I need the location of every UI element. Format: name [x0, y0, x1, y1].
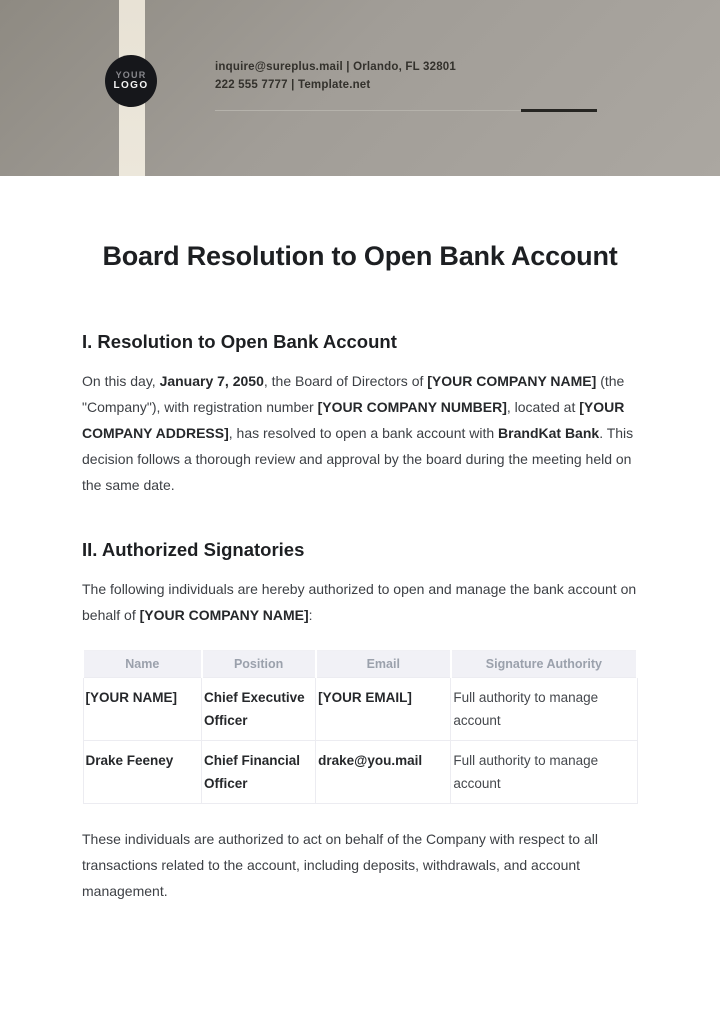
table-cell-position: Chief Executive Officer — [202, 678, 316, 741]
table-cell-email: [YOUR EMAIL] — [316, 678, 451, 741]
text-run: (the "Company"), with registration number — [82, 373, 625, 415]
text-run: , located at — [506, 399, 580, 415]
table-header-row — [83, 651, 637, 678]
letterhead-header — [0, 0, 720, 176]
text-run: The following individuals are hereby authorized to open and manage the bank account on behalf of — [82, 581, 637, 623]
text-run: , has resolved to open a bank account with — [228, 425, 499, 441]
bold-text-run: [YOUR COMPANY NAME] — [139, 607, 309, 623]
table-cell-name: [YOUR NAME] — [83, 678, 202, 741]
table-header-position: Position — [202, 651, 316, 678]
logo-text-your: YOUR — [115, 69, 147, 80]
closing-paragraph: These individuals are authorized to act on behalf of the Company with respect to all transactions related to the account, including deposits, withdrawals, and account management. — [82, 831, 598, 899]
header-divider-accent — [521, 109, 597, 112]
table-cell-position: Chief Financial Officer — [202, 741, 316, 804]
text-run: , the Board of Directors of — [263, 373, 428, 389]
table-header-email: Email — [316, 651, 451, 678]
contact-line-phone-website: 222 555 7777 | Template.net — [215, 79, 371, 91]
table-cell-signature-authority: Full authority to manage account — [451, 678, 637, 741]
section-1-heading: I. Resolution to Open Bank Account — [82, 331, 397, 352]
bold-text-run: [YOUR COMPANY NUMBER] — [317, 399, 507, 415]
bold-text-run: [YOUR COMPANY ADDRESS] — [82, 399, 625, 441]
contact-line-email-location: inquire@sureplus.mail | Orlando, FL 32801 — [215, 61, 456, 73]
section-1-paragraph — [82, 368, 638, 498]
document-body — [0, 176, 720, 904]
document-title: Board Resolution to Open Bank Account — [102, 241, 618, 271]
bold-text-run: January 7, 2050 — [159, 373, 264, 389]
bold-text-run: [YOUR COMPANY NAME] — [427, 373, 597, 389]
signatories-table — [82, 650, 638, 804]
contact-info — [215, 58, 456, 94]
table-cell-signature-authority: Full authority to manage account — [451, 741, 637, 804]
section-2-intro-paragraph — [82, 576, 638, 628]
text-run: : — [308, 607, 313, 623]
table-row — [83, 741, 637, 804]
text-run: On this day, — [82, 373, 160, 389]
company-logo — [105, 55, 157, 107]
signatories-table-body — [83, 678, 637, 804]
signatories-table-head — [83, 651, 637, 678]
table-header-signature-authority: Signature Authority — [451, 651, 637, 678]
section-2-heading: II. Authorized Signatories — [82, 539, 305, 560]
bold-text-run: BrandKat Bank — [498, 425, 600, 441]
table-row — [83, 678, 637, 741]
logo-text-logo: LOGO — [113, 80, 149, 92]
table-cell-name: Drake Feeney — [83, 741, 202, 804]
table-header-name: Name — [83, 651, 202, 678]
text-run: . This decision follows a thorough review and approval by the board during the meeting held on the same date. — [82, 425, 634, 493]
table-cell-email: drake@you.mail — [316, 741, 451, 804]
